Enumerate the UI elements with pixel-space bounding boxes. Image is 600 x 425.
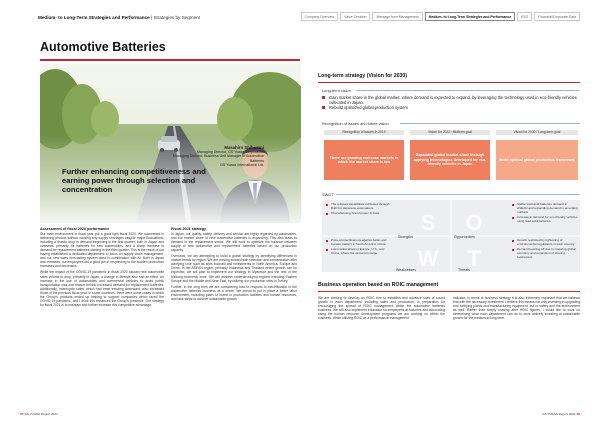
section-divider — [318, 82, 580, 83]
roic-column-2: indicator, in terms of business strategy it is also extremely important that we balance that with the necessary investment. I believe this means not only investing in upgrading and fortifying plants and manufacturing equipment, but in safety and the environment as well. Rather than simply chasing after ROIC figures, I would like to work on determining what each department can do to work actively investing in sustainable growth for the medium to long term. — [453, 296, 581, 321]
bullet-square-icon — [326, 249, 328, 251]
strategy-paragraph-3: Further, in the long term we are considering how to respond to electrification in the automotive batteries business as a whole. We intend to put in place a better labor environment, including plans to invest in production facilities and human resources, and take steps to achieve sustainable growth. — [171, 284, 297, 301]
swot-label-strengths: Strengths — [398, 235, 413, 239]
bullet-square-icon — [512, 217, 514, 219]
vision-list — [322, 95, 580, 110]
stage-label-2022: Vision for 2022 / Midterm goal — [410, 130, 490, 135]
strategy-heading: Fiscal 2021 strategy — [171, 227, 207, 231]
person-name: Masahiro Shibutani — [224, 145, 264, 150]
strategy-paragraph-2: Overseas, we are attempting to build a global strategy by identifying differences in market trends by region. We are moving forward with selection and concentration after clarifying core such as sites focused and investments in North America, Europe and China. In the ASEAN region, primarily Indonesia and Thailand where growth can be expected, we will plan to implement our strategy in Myanmar and the rest of the Mekong economic zone. We will address underdeveloped regions including Eastern Europe and the Middle and Near East, by utilizing our production sites in Turkey. — [171, 254, 297, 283]
nav-tab-message[interactable]: Message from Management — [372, 12, 422, 21]
stage-box-2022: Expanded global market share through applying technologies developed for eco-friendly vehicles in Japan — [410, 140, 490, 180]
swot-weaknesses — [326, 239, 390, 257]
breadcrumb-separator: | — [151, 15, 154, 20]
footer-brand-left: GS YUASA Report 2021 — [24, 412, 58, 416]
page-number-right: 38 — [576, 412, 580, 416]
swot-item: Growth restricted by tightening of environmental regulations in each country — [512, 239, 578, 247]
swot-letter-s: S — [420, 210, 436, 235]
bullet-square-icon — [512, 240, 514, 242]
bullet-square-icon — [322, 96, 325, 99]
stage-label-2019: Recognition of issues in 2019 — [324, 130, 404, 135]
footer-right — [542, 412, 580, 416]
swot-item: The reliques capabilities cultivated through R&D for Japanese automakers — [326, 203, 390, 211]
swot-label-opportunities: Opportunities — [454, 235, 475, 239]
swot-threats — [512, 239, 578, 261]
swot-label-weaknesses: Weaknesses — [396, 268, 416, 272]
stage-label-2030: Vision for 2030 / Long-term goal — [496, 130, 578, 135]
top-navigation — [301, 12, 580, 21]
swot-letter-w: W — [417, 246, 439, 271]
swot-heading: SWOT — [322, 192, 334, 197]
roic-divider — [318, 291, 580, 292]
assessment-paragraph-1: Our main environment in fiscal year put a good light fiscal 2020. We succeeded in delivering product without causing any supply shortages despite major fluctuations, including a drastic drop in demand beginning in the first quarter, both in Japan and overseas, primarily for batteries for new automobiles, and a sharp increase in demand for replacement batteries starting in the third quarter. This is the result of our having established a dedicated department to focus on supply chain management, and our new sales forecasting system used in combination with AI. Both in Japan and overseas, our employees did a good job of responding to the sudden production increases and decreases. — [40, 232, 164, 269]
breadcrumb-subsection: Strategies by Segment — [153, 15, 200, 20]
title-underline — [40, 59, 300, 61]
long-term-strategy-title: Long-term strategy (Vision for 2030) — [318, 73, 407, 79]
person-caption — [168, 146, 264, 167]
swot-label-threats: Threats — [458, 268, 470, 272]
hero-quote: Further enhancing competitiveness and earning power through selection and concentration — [62, 167, 206, 194]
swot-item: Low market share in Europe, U.S., and China, where the demand is large — [326, 248, 390, 256]
person-title-1: Managing Director, GS Yuasa Corporation — [196, 150, 264, 155]
nav-tab-financial[interactable]: Financial/Corporate Data — [534, 12, 580, 21]
swot-heading-rule — [336, 194, 580, 195]
strategy-paragraph-1: In Japan, our quality, safety, delivery and service are highly regarded by automakers, and our market share of new automotive batteries is expanding. This also leads to demand in the replacement sector. We will work to optimize the balance between supply of new automotive and replacement batteries based on our production capacity. — [171, 232, 297, 253]
footer-left — [20, 412, 58, 416]
stage-box-2030: Build optimal global production framework — [496, 140, 578, 180]
swot-item: Stable lead-acid batteries demand in ASEAN and expanding demand in emerging markets — [512, 203, 578, 215]
footer-brand-right: GS YUASA Report 2021 — [542, 412, 576, 416]
person-title-2: Managing Director, Business Unit Manager of Automotive Batteries — [172, 154, 264, 163]
swot-letter-t: T — [467, 246, 481, 271]
swot-item: Increase in demand for eco-friendly vehicles using lead-acid batteries — [512, 216, 578, 224]
nav-tab-strategies[interactable]: Medium- to Long-Term Strategies and Performance — [425, 12, 515, 21]
assessment-paragraph-2: While the impact of the COVID-19 pandemic in fiscal 2020 caused new automobile sales volume to drop, primarily in Japan, a change in lifestyle also had an effect. An increase in the use of automobiles and commercial vehicles to avoid public transportation was one reason behind increased demand for replacement batteries. Additionally, motorcycle sales, which had been trending downward, also exceeded those of the previous fiscal year. In some countries, there were some cases in which the Group's products ended up helping to support companies which faced the COVID-19 pandemic, and I think this enhanced the Group's presence. Our strategy for fiscal 2021 is to maintain and further increase this competitive advantage. — [40, 270, 164, 307]
person-title-3: GS Yuasa International Ltd. — [220, 162, 264, 167]
assessment-column — [40, 227, 164, 309]
bullet-square-icon — [512, 249, 514, 251]
recognition-heading-rule — [400, 123, 580, 124]
swot-item: Price competitiveness against Asian and Korean makers in North America, China — [326, 239, 390, 247]
nav-tab-esg[interactable]: ESG — [517, 12, 532, 21]
bullet-square-icon — [512, 204, 514, 206]
swot-strengths — [326, 203, 390, 217]
stage-box-2019: There are growing overseas markets in which the market share is low — [324, 140, 404, 180]
swot-opportunities — [512, 203, 578, 225]
nav-tab-value-creation[interactable]: Value Creation — [340, 12, 370, 21]
page-number-left: 37 — [20, 412, 24, 416]
bullet-square-icon — [322, 106, 325, 109]
vision-heading-rule — [356, 90, 580, 91]
breadcrumb-section: Medium- to Long-Term Strategies and Performance — [38, 15, 150, 20]
swot-letter-o: O — [465, 210, 483, 235]
swot-item: Demand leveling off due to maturing global economy and expansion of sharing businesses — [512, 248, 578, 260]
road-scene-illustration — [40, 64, 301, 223]
recognition-heading: Recognition of issues and future vision — [322, 121, 389, 126]
strategy-column — [171, 227, 297, 303]
bullet-square-icon — [326, 240, 328, 242]
breadcrumb — [38, 15, 200, 20]
page-title: Automotive Batteries — [40, 40, 166, 54]
roic-heading: Business operation based on ROIC management — [318, 282, 439, 288]
bullet-square-icon — [326, 204, 328, 206]
hero-image — [40, 64, 301, 223]
swot-item: Overwhelming brand power in Asia — [326, 212, 390, 216]
vision-item: Gain market share in the global market, where demand is expected to expand, by leveraging the technology used in eco-friendly vehicles cultivated in Japan. — [322, 95, 580, 105]
nav-tab-company-overview[interactable]: Company Overview — [301, 12, 339, 21]
assessment-heading: Assessment of fiscal 2020 performance — [40, 227, 110, 231]
roic-column-1: We are working to develop an ROIC tree to establish and advance uses of sound growth in each department, including sales and production, in preparation for encouraging the spread of ROIC management within the automotive batteries business. We will also implement education for employees at factories and accounting using the human resource development programs we are working on within the business. While utilizing ROIC as a performance management — [318, 296, 445, 321]
bullet-square-icon — [326, 213, 328, 215]
vision-heading: Long-term vision — [322, 88, 351, 93]
vision-item: Rebuild optimized global production system — [322, 105, 580, 110]
